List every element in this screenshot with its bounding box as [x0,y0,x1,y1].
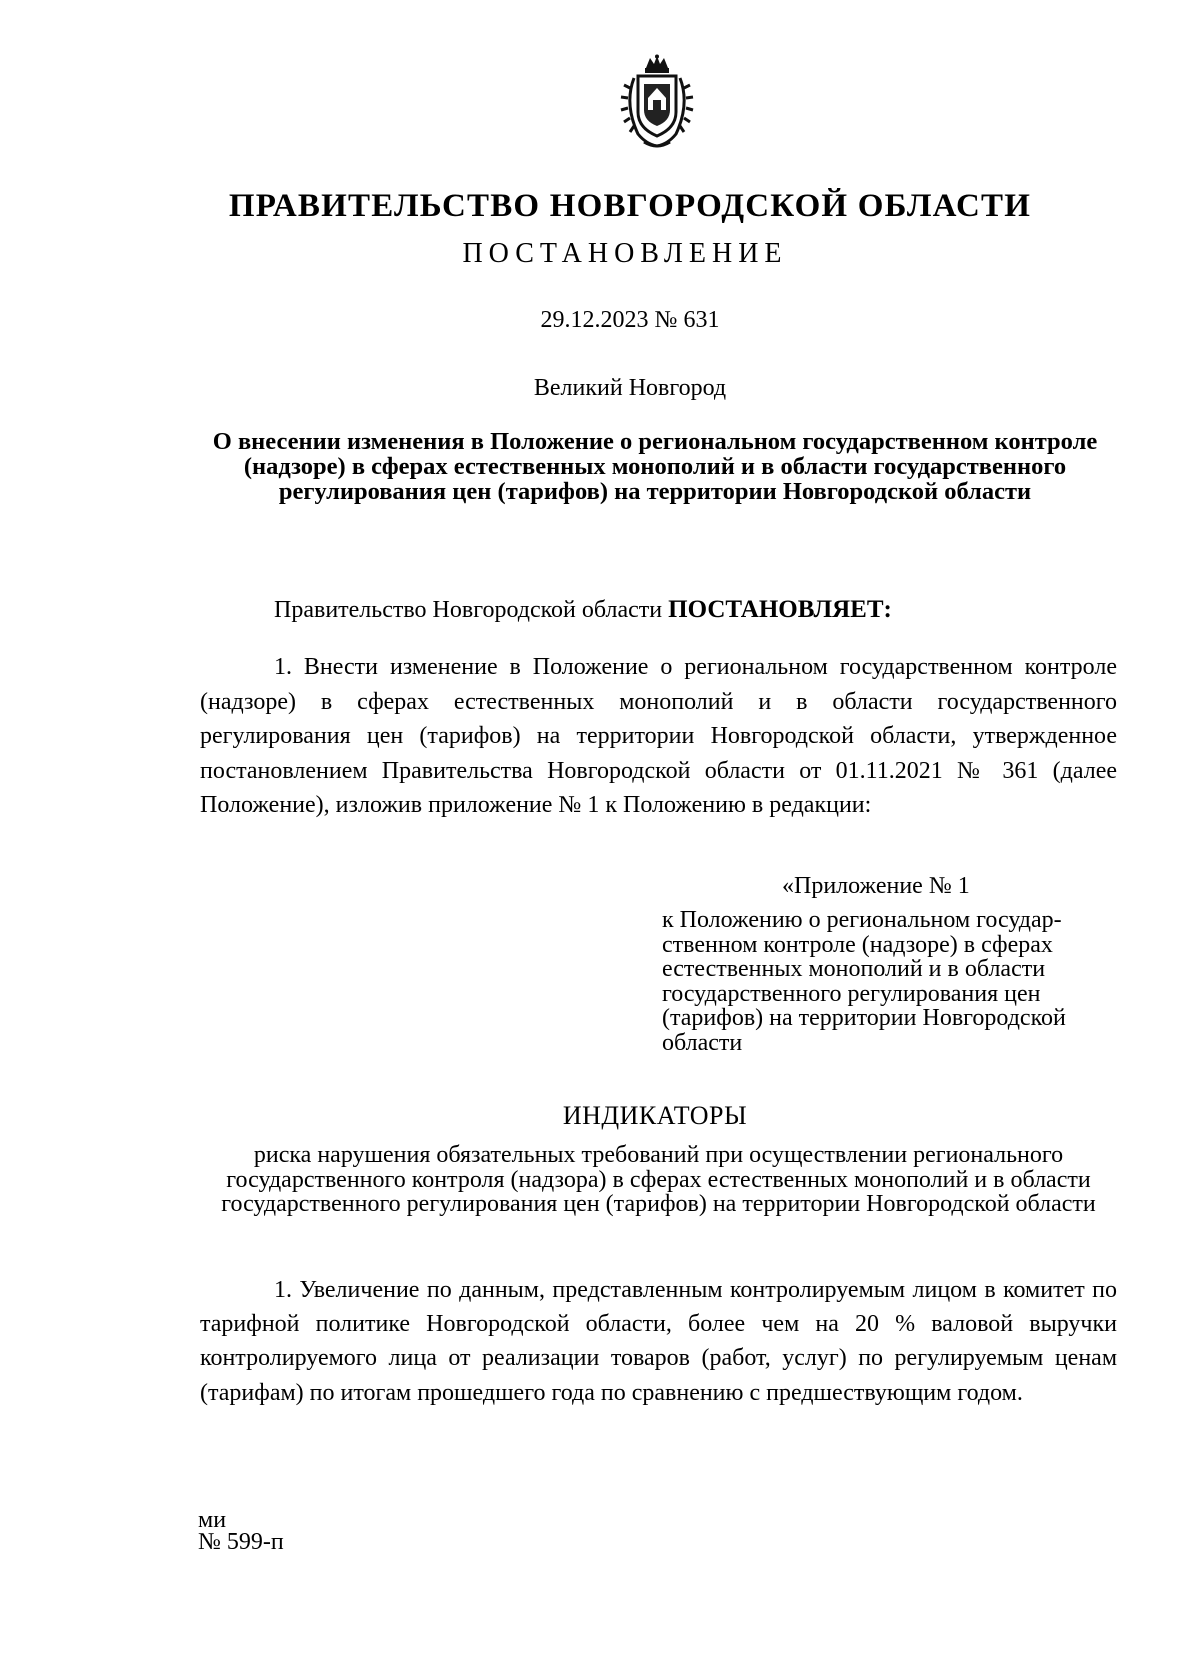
document-date-number: 29.12.2023 № 631 [540,307,720,333]
indicators-title: ИНДИКАТОРЫ [562,1101,748,1130]
indicator-item-1: 1. Увеличение по данным, представленным контролируемым лицом в комитет по тарифной политике Новгородской области, более чем на 20 % валовой выручки контролируемого лица от реализации товаров (работ, услуг) по регулируемым ценам (тарифам) по итогам прошедшего года по сравнению с предшествующим годом. [200,1277,1117,1406]
appendix-reference: к Положению о региональном государ-ственном контроле (надзоре) в сферах естественных монополий и в области государственного регулирования цен (тарифов) на территории Новгородской области [662,907,1066,1056]
decree-intro [274,596,892,624]
footer-initials: ми [198,1507,227,1533]
indicators-subtitle: риска нарушения обязательных требований при осуществлении регионального государственного контроля (надзора) в сферах естественных монополий и в области государственного регулирования цен (тарифов) на территории Новгородской области [221,1142,1096,1217]
document-kind: ПОСТАНОВЛЕНИЕ [462,238,788,269]
footer-reference [198,1509,284,1553]
decree-intro-text: Правительство Новгородской области [274,597,669,623]
appendix-title: «Приложение № 1 [782,873,970,899]
decree-paragraph-1: 1. Внести изменение в Положение о региональном государственном контроле (надзоре) в сферах естественных монополий и в области государственного регулирования цен (тарифов) на территории Новгородской области, утвержденное постановлением Правительства Новгородской области от 01.11.2021 № 361 (далее Положение), изложив приложение № 1 к Положению в редакции: [200,654,1117,819]
novgorod-coat-of-arms-icon [620,54,694,150]
footer-ref-number: № 599-п [198,1529,284,1555]
decree-intro-bold: ПОСТАНОВЛЯЕТ: [668,596,892,623]
document-subject: О внесении изменения в Положение о региональном государственном контроле (надзоре) в сферах естественных монополий и в области государственного регулирования цен (тарифов) на территории Новгородской области [212,428,1098,505]
government-title: ПРАВИТЕЛЬСТВО НОВГОРОДСКОЙ ОБЛАСТИ [228,188,1032,224]
document-city: Великий Новгород [533,375,727,401]
